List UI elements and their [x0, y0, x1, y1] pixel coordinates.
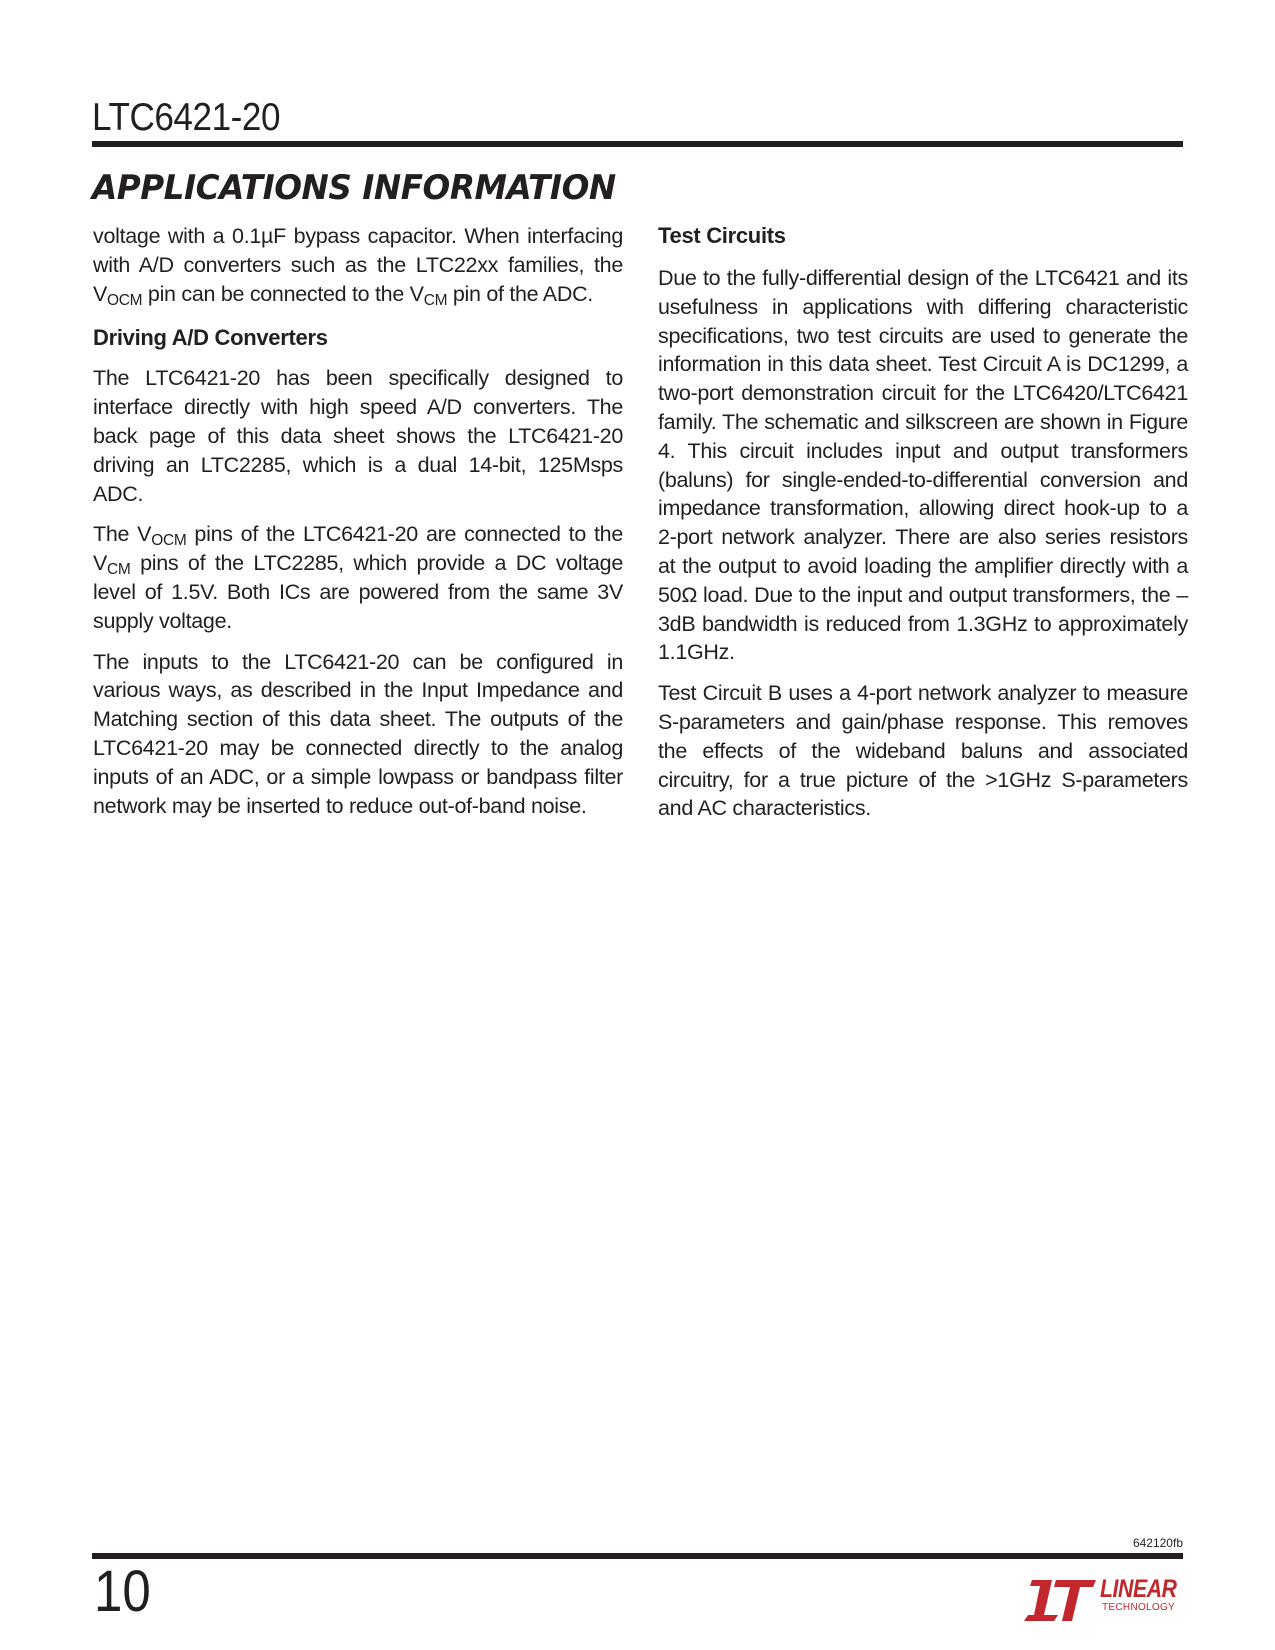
- subscript-cm: CM: [107, 561, 131, 579]
- paragraph-driving-adc: The LTC6421-20 has been specifically designed to interface directly with high speed A/D converters. The back page of this data sheet shows the LTC6421-20 driving an LTC2285, which is a dual 14-bit, 125Msps ADC.: [93, 366, 623, 506]
- text-run: voltage with a 0.1µF bypass capacitor. When interfacing with A/D converters such as the LTC22xx families, the: [93, 224, 623, 277]
- page-number: 10: [94, 1559, 151, 1624]
- paragraph-inputs-outputs: The inputs to the LTC6421-20 can be configured in various ways, as described in the Input Impedance and Matching section of this data sheet. The outputs of the LTC6421-20 may be connected directly to the analog inputs of an ADC, or a simple lowpass or bandpass filter network may be inserted to reduce out-of-band noise.: [93, 649, 623, 818]
- paragraph-test-circuit-b: Test Circuit B uses a 4-port network analyzer to measure S-parameters and gain/phase response. This removes the effects of the wideband baluns and associated circuitry, for a true picture of the >1GHz S-parameters and AC characteristics.: [658, 681, 1188, 821]
- logo-wordmark: LINEAR: [1100, 1575, 1177, 1603]
- symbol-v: V: [137, 522, 152, 547]
- footer-rule: [92, 1553, 1183, 1559]
- text-run: pins of the LTC6421-20 are connected to the: [186, 522, 623, 547]
- text-run: The: [93, 522, 138, 547]
- text-run: pins of the LTC2285, which provide a DC voltage level of 1.5V. Both ICs are powered from the same 3V supply voltage.: [93, 551, 623, 633]
- subscript-cm: CM: [423, 291, 448, 309]
- text-run: pin can be connected to the: [142, 281, 410, 306]
- paragraph-test-circuit-a: Due to the fully-differential design of the LTC6421 and its usefulness in applications with differing characteristic specifications, two test circuits are used to generate the information in this data sheet. Test Circuit A is DC1299, a two-port demonstration circuit for the LTC6420/LTC6421 family. The schematic and silkscreen are shown in Figure 4. This circuit includes input and output transformers (baluns) for single-ended-to-differential conversion and impedance transformation, allowing direct hook-up to a 2-port network analyzer. There are also series resistors at the output to avoid loading the amplifier directly with a 50Ω load. Due to the input and output transformers, the –3dB bandwidth is reduced from 1.3GHz to approximately 1.1GHz.: [658, 266, 1188, 665]
- section-title: APPLICATIONS INFORMATION: [92, 168, 616, 208]
- text-run: pin of the ADC.: [447, 281, 593, 306]
- header-rule: [92, 141, 1183, 147]
- heading-test-circuits: Test Circuits: [658, 223, 786, 248]
- symbol-v: V: [409, 281, 424, 306]
- heading-driving-ad-converters: Driving A/D Converters: [93, 325, 328, 351]
- part-number-header: LTC6421-20: [92, 96, 281, 139]
- left-column: [93, 222, 623, 832]
- lt-logo-mark-icon: [1018, 1577, 1098, 1623]
- symbol-v: V: [93, 281, 108, 306]
- paragraph-vocm-pins: [93, 520, 623, 635]
- symbol-v: V: [93, 551, 108, 576]
- subscript-ocm: OCM: [151, 532, 187, 550]
- subscript-ocm: OCM: [107, 291, 143, 309]
- document-code: 642120fb: [1132, 1536, 1183, 1550]
- logo-subtext: TECHNOLOGY: [1102, 1602, 1176, 1613]
- paragraph-vocm-bypass: [93, 222, 623, 308]
- right-column: [658, 222, 1188, 835]
- linear-technology-logo: [1018, 1577, 1188, 1623]
